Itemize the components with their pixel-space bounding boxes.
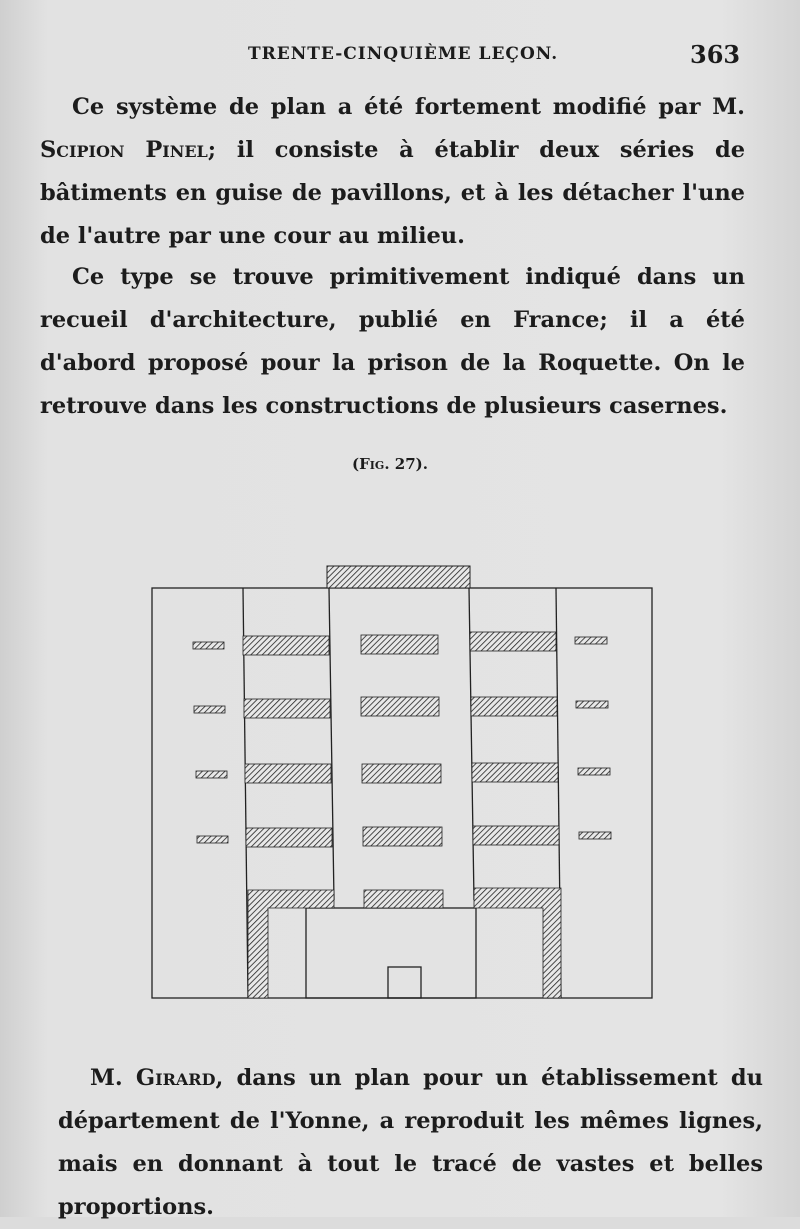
left-small-bar bbox=[194, 706, 225, 713]
right-small-bar bbox=[576, 701, 608, 708]
caption-label: Fig. bbox=[359, 455, 390, 473]
running-title: TRENTE-CINQUIÈME LEÇON. bbox=[248, 44, 559, 64]
center-pavilion-bar bbox=[361, 697, 439, 716]
p3-name: Girard bbox=[135, 1065, 216, 1091]
paragraph-3 bbox=[58, 1057, 763, 1229]
p1-text-1: Ce système de plan a été fortement modifié par M. bbox=[72, 94, 745, 120]
right-pavilion-bar bbox=[471, 697, 557, 716]
left-small-bar bbox=[193, 642, 224, 649]
p1-name: Scipion Pinel bbox=[40, 137, 208, 163]
right-bottom-wing bbox=[474, 888, 561, 998]
center-bottom-bar bbox=[364, 890, 443, 908]
right-small-bar bbox=[578, 768, 610, 775]
right-small-bar bbox=[579, 832, 611, 839]
right-pavilion-bar bbox=[472, 763, 558, 782]
p3-text-2: , dans un plan pour un établissement du département de l'Yonne, a reproduit les mêmes lignes, mais en donnant à tout le tracé de vastes et belles proportions. bbox=[58, 1065, 763, 1220]
page-number: 363 bbox=[690, 40, 741, 69]
p1-text-2: ; il consiste à établir deux séries de bâtiments en guise de pavillons, et à les détacher l'une de l'autre par une cour au milieu. bbox=[40, 137, 746, 249]
left-small-bar bbox=[197, 836, 228, 843]
left-pavilion-bar bbox=[243, 636, 329, 655]
right-pavilion-bar bbox=[473, 826, 559, 845]
p3-text-1: M. bbox=[90, 1065, 136, 1091]
left-pavilion-bar bbox=[245, 764, 331, 783]
entrance-lodge bbox=[388, 967, 421, 998]
left-bottom-wing bbox=[248, 890, 334, 998]
center-pavilion-bar bbox=[363, 827, 442, 846]
center-left-line bbox=[329, 588, 334, 900]
left-pavilion-bar bbox=[244, 699, 330, 718]
top-block bbox=[327, 566, 470, 588]
left-pavilion-bar bbox=[246, 828, 332, 847]
right-small-bar bbox=[575, 637, 607, 644]
center-pavilion-bar bbox=[361, 635, 438, 654]
p2-text: Ce type se trouve primitivement indiqué dans un recueil d'architecture, publié en France; il a été d'abord proposé pour la prison de la Roquette. On le retrouve dans les constructions de plusieurs casernes. bbox=[40, 264, 745, 419]
caption-open: ( bbox=[352, 455, 360, 473]
center-pavilion-bar bbox=[362, 764, 441, 783]
central-court bbox=[306, 908, 476, 998]
caption-number: 27). bbox=[389, 455, 428, 473]
right-pavilion-bar bbox=[470, 632, 556, 651]
left-small-bar bbox=[196, 771, 227, 778]
